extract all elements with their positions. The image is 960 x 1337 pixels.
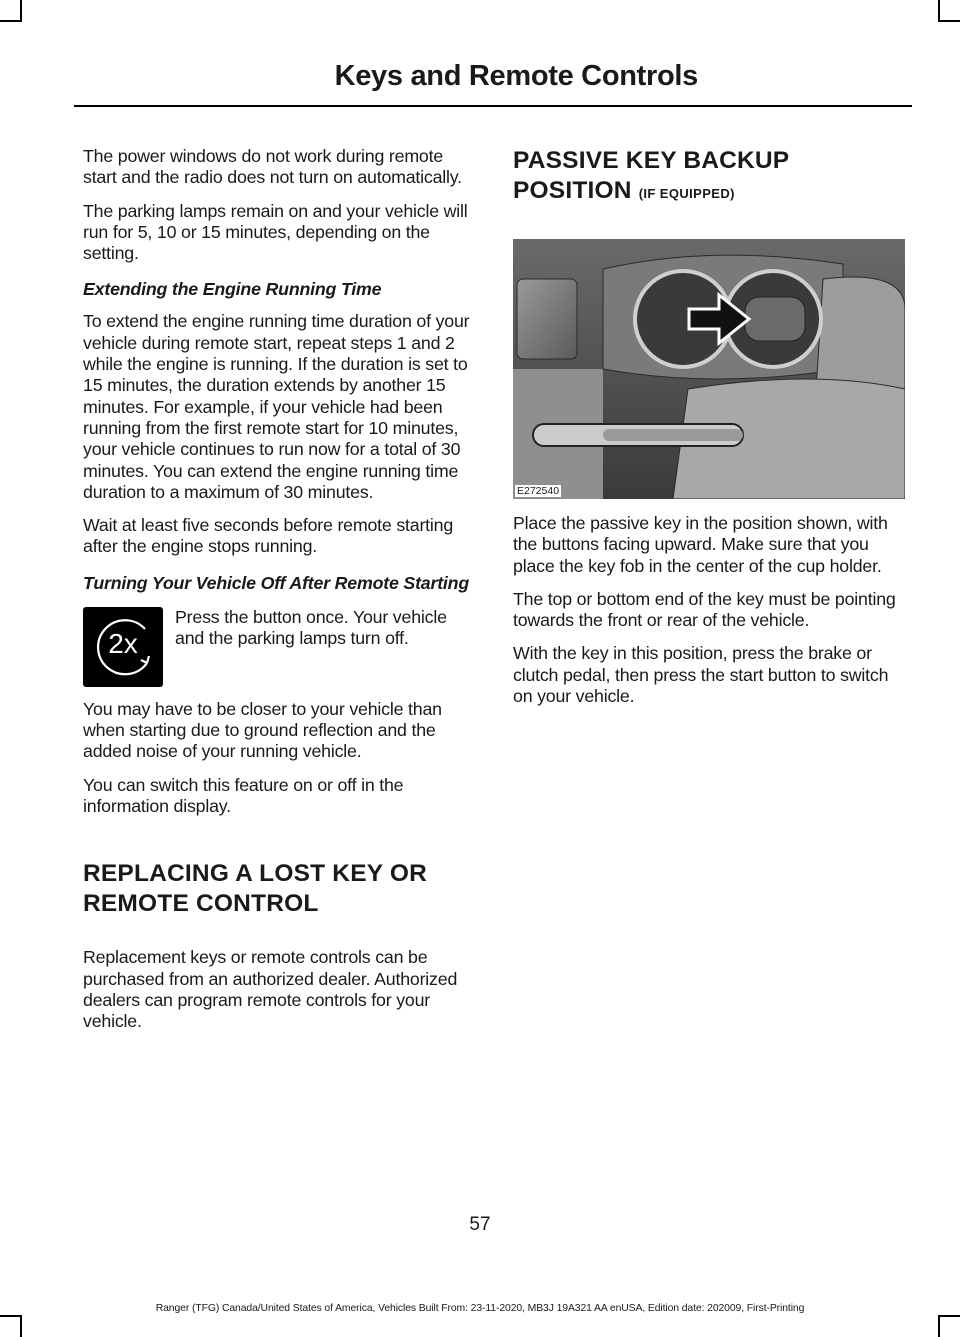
- remote-button-instruction: [83, 607, 475, 687]
- subheading: Turning Your Vehicle Off After Remote Starting: [83, 572, 469, 593]
- figure-id-label: E272540: [517, 485, 560, 497]
- cup-holder-key-position-illustration: [513, 239, 905, 499]
- crop-mark-bottom-left: [20, 1315, 22, 1337]
- section-heading-line: PASSIVE KEY BACKUP: [513, 147, 790, 174]
- page-number: 57: [469, 1214, 491, 1235]
- paragraph: Press the button once. Your vehicle and the parking lamps turn off.: [175, 606, 447, 649]
- right-column: [513, 146, 907, 719]
- paragraph: To extend the engine running time duration of your vehicle during remote start, repeat steps 1 and 2 while the engine is running. If the duration is set to 15 minutes, the duration extends by another 15 minutes. For example, if your vehicle had been running from the first remote start for 10 minutes, your vehicle continues to run now for a total of 30 minutes. You can extend the engine running time duration to a maximum of 30 minutes.: [83, 311, 470, 502]
- section-heading: [513, 146, 907, 209]
- crop-mark-top-left: [20, 0, 22, 22]
- crop-mark-top-left: [0, 20, 22, 22]
- crop-mark-top-right: [938, 0, 940, 22]
- paragraph: With the key in this position, press the brake or clutch pedal, then press the start button to switch on your vehicle.: [513, 643, 889, 707]
- paragraph: You may have to be closer to your vehicle than when starting due to ground reflection and the added noise of your running vehicle.: [83, 698, 442, 762]
- section-heading-line: REPLACING A LOST KEY OR: [83, 860, 427, 888]
- header-rule: [74, 105, 912, 107]
- crop-mark-top-right: [938, 20, 960, 22]
- paragraph: Wait at least five seconds before remote starting after the engine stops running.: [83, 515, 454, 557]
- subheading: Extending the Engine Running Time: [83, 279, 382, 300]
- page-header-title: Keys and Remote Controls: [334, 60, 698, 92]
- left-column: [83, 146, 475, 1044]
- footer-publication-info: Ranger (TFG) Canada/United States of America, Vehicles Built From: 23-11-2020, MB3J 19A321 AA enUSA, Edition date: 202009, First-Printing: [155, 1303, 805, 1314]
- paragraph: You can switch this feature on or off in the information display.: [83, 774, 404, 816]
- if-equipped-label: (IF EQUIPPED): [638, 186, 735, 201]
- paragraph: The parking lamps remain on and your vehicle will run for 5, 10 or 15 minutes, depending on the setting.: [83, 200, 468, 264]
- paragraph: Place the passive key in the position shown, with the buttons facing upward. Make sure that you place the key fob in the center of the cup holder.: [513, 513, 888, 576]
- crop-mark-bottom-right: [938, 1315, 960, 1317]
- press-twice-icon: [83, 607, 163, 687]
- section-heading-line: REMOTE CONTROL: [83, 890, 319, 918]
- paragraph: The power windows do not work during remote start and the radio does not turn on automatically.: [83, 146, 462, 188]
- section-heading-line: [513, 176, 907, 209]
- paragraph: Replacement keys or remote controls can be purchased from an authorized dealer. Authorized dealers can program remote controls for your vehicle.: [83, 947, 458, 1032]
- section-heading: [83, 859, 475, 919]
- paragraph: The top or bottom end of the key must be pointing towards the front or rear of the vehicle.: [513, 588, 896, 631]
- crop-mark-bottom-left: [0, 1315, 22, 1317]
- press-twice-icon-label: 2x: [108, 627, 138, 659]
- crop-mark-bottom-right: [938, 1315, 940, 1337]
- section-heading-text: POSITION: [513, 177, 632, 204]
